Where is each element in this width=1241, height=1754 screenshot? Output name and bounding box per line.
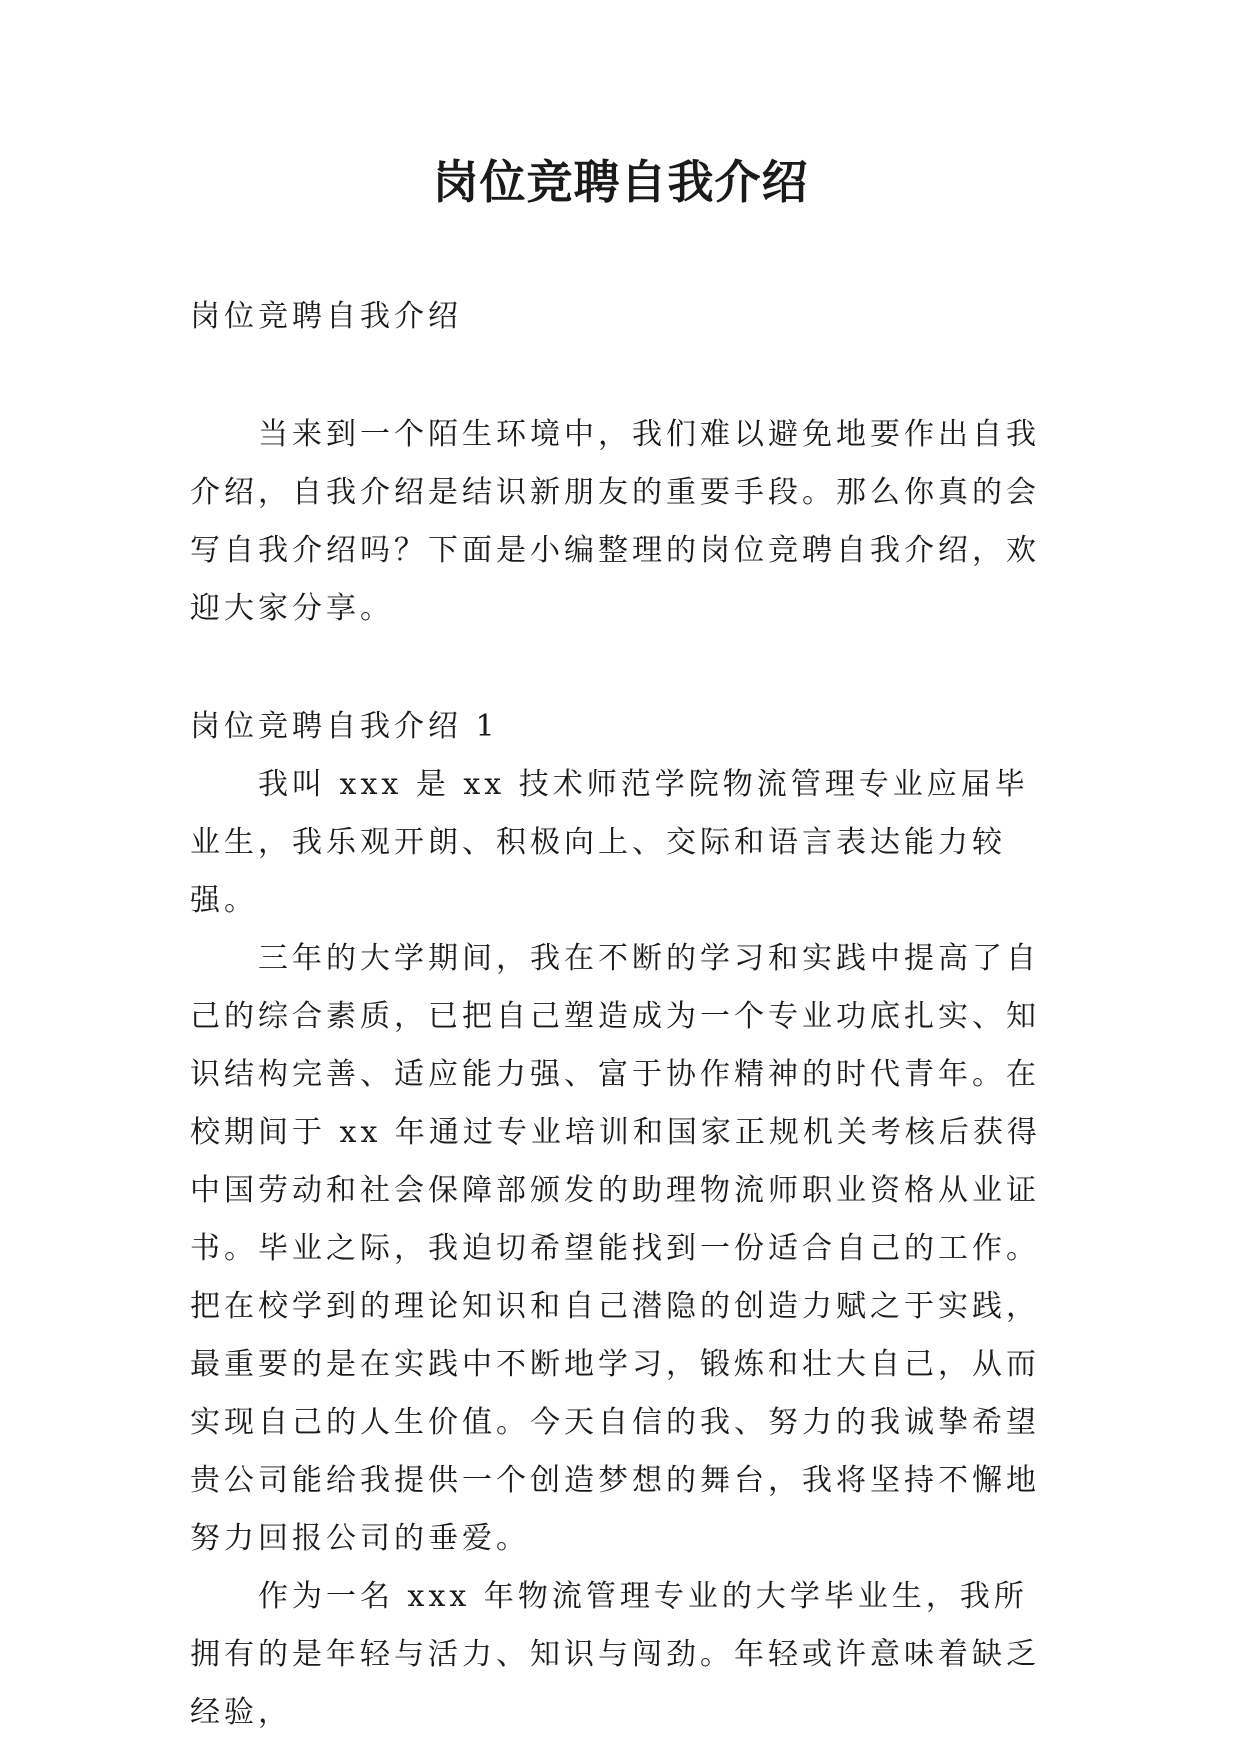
- spacer: [190, 346, 1060, 406]
- document-subtitle: 岗位竞聘自我介绍: [190, 299, 462, 334]
- document-title: 岗位竞聘自我介绍: [432, 155, 809, 209]
- intro-paragraph: 当来到一个陌生环境中，我们难以避免地要作出自我介绍，自我介绍是结识新朋友的重要手段。那么你真的会写自我介绍吗？下面是小编整理的岗位竞聘自我介绍，欢迎大家分享。: [190, 417, 1040, 626]
- body-paragraph: 作为一名 xxx 年物流管理专业的大学毕业生，我所拥有的是年轻与活力、知识与闯劲。年轻或许意味着缺乏经验，: [190, 1579, 1040, 1730]
- body-paragraph: 我叫 xxx 是 xx 技术师范学院物流管理专业应届毕业生，我乐观开朗、积极向上、交际和语言表达能力较强。: [190, 767, 1029, 918]
- spacer: [190, 638, 1060, 698]
- section-heading: 岗位竞聘自我介绍 1: [190, 709, 499, 744]
- document-body: [190, 288, 1060, 1742]
- body-paragraph: 三年的大学期间，我在不断的学习和实践中提高了自己的综合素质，已把自己塑造成为一个专业功底扎实、知识结构完善、适应能力强、富于协作精神的时代青年。在校期间于 xx 年通过专业培训和国家正规机关考核后获得中国劳动和社会保障部颁发的助理物流师职业资格从业证书。毕业之际，我迫切希望能找到一份适合自己的工作。把在校学到的理论知识和自己潜隐的创造力赋之于实践，最重要的是在实践中不断地学习，锻炼和壮大自己，从而实现自己的人生价值。今天自信的我、努力的我诚挚希望贵公司能给我提供一个创造梦想的舞台，我将坚持不懈地努力回报公司的垂爱。: [190, 941, 1041, 1556]
